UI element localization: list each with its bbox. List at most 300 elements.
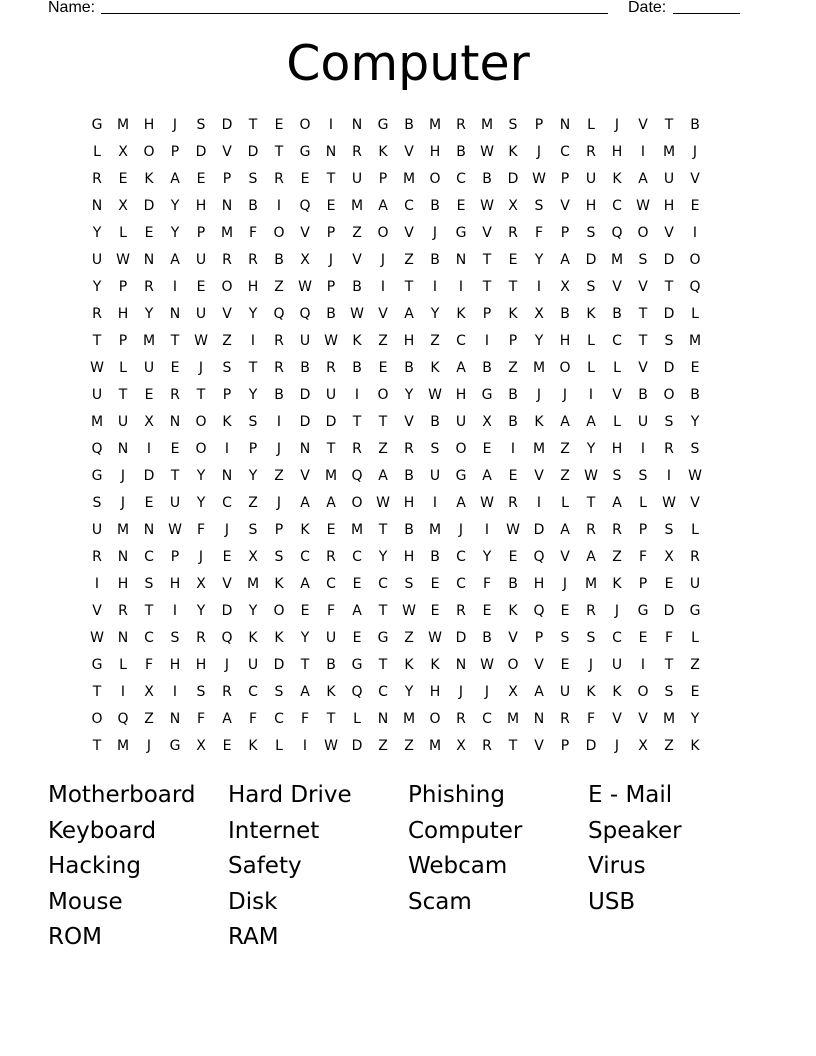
grid-letter[interactable]: H: [169, 656, 181, 673]
grid-letter[interactable]: R: [586, 602, 596, 619]
grid-letter[interactable]: L: [275, 737, 283, 754]
grid-letter[interactable]: I: [250, 332, 256, 349]
grid-letter[interactable]: O: [377, 224, 389, 241]
grid-letter[interactable]: Z: [664, 737, 674, 754]
grid-letter[interactable]: O: [273, 602, 285, 619]
grid-letter[interactable]: H: [247, 278, 259, 295]
grid-letter[interactable]: D: [221, 116, 233, 133]
grid-letter[interactable]: B: [404, 359, 414, 376]
grid-letter[interactable]: M: [324, 467, 338, 484]
grid-letter[interactable]: X: [508, 197, 518, 214]
grid-letter[interactable]: N: [143, 521, 155, 538]
grid-letter[interactable]: X: [196, 737, 206, 754]
grid-letter[interactable]: A: [456, 359, 466, 376]
grid-letter[interactable]: N: [221, 197, 233, 214]
grid-letter[interactable]: E: [222, 737, 232, 754]
grid-letter[interactable]: P: [534, 116, 544, 133]
grid-letter[interactable]: Z: [248, 494, 258, 511]
grid-letter[interactable]: M: [480, 116, 494, 133]
grid-letter[interactable]: T: [586, 494, 596, 511]
grid-letter[interactable]: J: [458, 521, 464, 538]
grid-letter[interactable]: X: [534, 305, 544, 322]
grid-letter[interactable]: E: [326, 197, 336, 214]
grid-letter[interactable]: S: [92, 494, 102, 511]
grid-letter[interactable]: E: [300, 602, 310, 619]
grid-letter[interactable]: N: [351, 116, 363, 133]
grid-letter[interactable]: A: [300, 494, 310, 511]
grid-letter[interactable]: R: [404, 440, 414, 457]
grid-letter[interactable]: J: [614, 602, 620, 619]
grid-letter[interactable]: U: [325, 629, 337, 646]
grid-letter[interactable]: R: [92, 170, 102, 187]
grid-letter[interactable]: O: [351, 494, 363, 511]
grid-letter[interactable]: Q: [533, 548, 545, 565]
grid-letter[interactable]: Q: [221, 629, 233, 646]
grid-letter[interactable]: L: [613, 359, 621, 376]
grid-letter[interactable]: Y: [170, 197, 180, 214]
grid-letter[interactable]: A: [170, 170, 180, 187]
grid-letter[interactable]: B: [638, 386, 648, 403]
grid-letter[interactable]: E: [638, 629, 648, 646]
grid-letter[interactable]: L: [691, 629, 699, 646]
grid-letter[interactable]: T: [300, 656, 310, 673]
grid-letter[interactable]: S: [248, 170, 258, 187]
grid-letter[interactable]: Q: [91, 440, 103, 457]
grid-letter[interactable]: H: [117, 575, 129, 592]
grid-letter[interactable]: J: [432, 224, 438, 241]
grid-letter[interactable]: H: [117, 305, 129, 322]
grid-letter[interactable]: L: [119, 656, 127, 673]
grid-letter[interactable]: K: [430, 656, 440, 673]
grid-letter[interactable]: S: [508, 116, 518, 133]
grid-letter[interactable]: I: [458, 278, 464, 295]
grid-letter[interactable]: X: [144, 413, 154, 430]
grid-letter[interactable]: N: [169, 710, 181, 727]
grid-letter[interactable]: Y: [690, 413, 700, 430]
grid-letter[interactable]: I: [172, 278, 178, 295]
grid-letter[interactable]: K: [274, 575, 284, 592]
grid-letter[interactable]: S: [664, 683, 674, 700]
grid-letter[interactable]: V: [508, 629, 518, 646]
grid-letter[interactable]: U: [559, 683, 571, 700]
grid-letter[interactable]: B: [430, 548, 440, 565]
grid-letter[interactable]: J: [146, 737, 152, 754]
grid-letter[interactable]: J: [120, 467, 126, 484]
grid-letter[interactable]: T: [92, 683, 102, 700]
grid-letter[interactable]: C: [378, 575, 388, 592]
grid-letter[interactable]: E: [690, 359, 700, 376]
grid-letter[interactable]: B: [274, 251, 284, 268]
grid-letter[interactable]: D: [221, 602, 233, 619]
grid-letter[interactable]: C: [352, 548, 362, 565]
grid-letter[interactable]: M: [428, 521, 442, 538]
grid-letter[interactable]: S: [222, 359, 232, 376]
grid-letter[interactable]: S: [586, 224, 596, 241]
grid-letter[interactable]: Y: [196, 602, 206, 619]
grid-letter[interactable]: A: [560, 521, 570, 538]
grid-letter[interactable]: J: [120, 494, 126, 511]
grid-letter[interactable]: I: [510, 440, 516, 457]
grid-letter[interactable]: W: [688, 467, 702, 484]
grid-letter[interactable]: F: [664, 629, 674, 646]
grid-letter[interactable]: R: [92, 548, 102, 565]
grid-letter[interactable]: L: [587, 332, 595, 349]
grid-letter[interactable]: C: [560, 143, 570, 160]
grid-letter[interactable]: O: [507, 656, 519, 673]
grid-letter[interactable]: X: [638, 737, 648, 754]
grid-letter[interactable]: K: [612, 683, 622, 700]
grid-letter[interactable]: X: [456, 737, 466, 754]
grid-letter[interactable]: E: [456, 197, 466, 214]
grid-letter[interactable]: S: [196, 683, 206, 700]
grid-letter[interactable]: T: [170, 467, 180, 484]
grid-letter[interactable]: F: [482, 575, 492, 592]
grid-letter[interactable]: Z: [144, 710, 154, 727]
grid-letter[interactable]: X: [144, 683, 154, 700]
grid-letter[interactable]: C: [144, 548, 154, 565]
grid-letter[interactable]: J: [588, 656, 594, 673]
grid-letter[interactable]: Y: [534, 332, 544, 349]
grid-letter[interactable]: A: [586, 548, 596, 565]
grid-letter[interactable]: B: [482, 170, 492, 187]
grid-letter[interactable]: R: [248, 251, 258, 268]
grid-letter[interactable]: K: [144, 170, 154, 187]
grid-letter[interactable]: Y: [300, 629, 310, 646]
grid-letter[interactable]: D: [663, 251, 675, 268]
grid-letter[interactable]: P: [170, 548, 180, 565]
grid-letter[interactable]: J: [224, 521, 230, 538]
grid-letter[interactable]: G: [299, 143, 311, 160]
grid-letter[interactable]: G: [91, 656, 103, 673]
grid-letter[interactable]: U: [611, 656, 623, 673]
grid-letter[interactable]: B: [248, 197, 258, 214]
grid-letter[interactable]: O: [377, 386, 389, 403]
grid-letter[interactable]: D: [533, 521, 545, 538]
grid-letter[interactable]: S: [248, 413, 258, 430]
grid-letter[interactable]: O: [221, 278, 233, 295]
grid-letter[interactable]: D: [325, 413, 337, 430]
grid-letter[interactable]: V: [638, 359, 648, 376]
grid-letter[interactable]: J: [484, 683, 490, 700]
grid-letter[interactable]: E: [430, 602, 440, 619]
grid-letter[interactable]: C: [456, 170, 466, 187]
grid-letter[interactable]: N: [169, 305, 181, 322]
grid-letter[interactable]: B: [404, 467, 414, 484]
grid-letter[interactable]: V: [534, 656, 544, 673]
grid-letter[interactable]: J: [536, 386, 542, 403]
grid-letter[interactable]: I: [94, 575, 100, 592]
grid-letter[interactable]: R: [456, 602, 466, 619]
grid-letter[interactable]: Q: [299, 197, 311, 214]
grid-letter[interactable]: L: [691, 521, 699, 538]
grid-letter[interactable]: O: [195, 413, 207, 430]
grid-letter[interactable]: G: [91, 467, 103, 484]
grid-letter[interactable]: R: [586, 143, 596, 160]
grid-letter[interactable]: V: [222, 305, 232, 322]
grid-letter[interactable]: G: [169, 737, 181, 754]
grid-letter[interactable]: G: [481, 386, 493, 403]
grid-letter[interactable]: H: [533, 575, 545, 592]
grid-letter[interactable]: W: [90, 629, 104, 646]
grid-letter[interactable]: W: [298, 278, 312, 295]
grid-letter[interactable]: E: [508, 548, 518, 565]
grid-letter[interactable]: B: [326, 305, 336, 322]
grid-letter[interactable]: O: [559, 359, 571, 376]
grid-letter[interactable]: P: [638, 521, 648, 538]
grid-letter[interactable]: K: [248, 629, 258, 646]
grid-letter[interactable]: K: [430, 359, 440, 376]
grid-letter[interactable]: O: [689, 251, 701, 268]
grid-letter[interactable]: H: [403, 332, 415, 349]
grid-letter[interactable]: T: [196, 386, 206, 403]
grid-letter[interactable]: G: [455, 224, 467, 241]
grid-letter[interactable]: Q: [299, 305, 311, 322]
grid-letter[interactable]: H: [169, 575, 181, 592]
grid-letter[interactable]: Z: [378, 332, 388, 349]
grid-letter[interactable]: N: [455, 251, 467, 268]
grid-letter[interactable]: O: [663, 386, 675, 403]
grid-letter[interactable]: N: [533, 710, 545, 727]
grid-letter[interactable]: I: [380, 278, 386, 295]
grid-letter[interactable]: R: [352, 440, 362, 457]
grid-letter[interactable]: A: [560, 251, 570, 268]
grid-letter[interactable]: C: [482, 710, 492, 727]
grid-letter[interactable]: I: [328, 116, 334, 133]
grid-letter[interactable]: U: [299, 332, 311, 349]
grid-letter[interactable]: Y: [534, 251, 544, 268]
grid-letter[interactable]: S: [274, 548, 284, 565]
grid-letter[interactable]: K: [508, 143, 518, 160]
grid-letter[interactable]: B: [430, 413, 440, 430]
grid-letter[interactable]: C: [222, 494, 232, 511]
grid-letter[interactable]: P: [222, 386, 232, 403]
grid-letter[interactable]: B: [612, 305, 622, 322]
grid-letter[interactable]: V: [638, 278, 648, 295]
grid-letter[interactable]: I: [640, 656, 646, 673]
grid-letter[interactable]: E: [196, 170, 206, 187]
grid-letter[interactable]: A: [170, 251, 180, 268]
grid-letter[interactable]: G: [91, 116, 103, 133]
grid-letter[interactable]: D: [143, 467, 155, 484]
grid-letter[interactable]: V: [378, 305, 388, 322]
grid-letter[interactable]: M: [532, 359, 546, 376]
grid-letter[interactable]: K: [456, 305, 466, 322]
grid-letter[interactable]: D: [455, 629, 467, 646]
grid-letter[interactable]: N: [117, 629, 129, 646]
grid-letter[interactable]: T: [274, 143, 284, 160]
grid-letter[interactable]: P: [326, 278, 336, 295]
grid-letter[interactable]: Y: [248, 602, 258, 619]
grid-letter[interactable]: P: [482, 305, 492, 322]
grid-letter[interactable]: Q: [533, 602, 545, 619]
grid-letter[interactable]: M: [116, 521, 130, 538]
grid-letter[interactable]: E: [352, 575, 362, 592]
grid-letter[interactable]: G: [377, 629, 389, 646]
grid-letter[interactable]: M: [246, 575, 260, 592]
grid-letter[interactable]: L: [587, 116, 595, 133]
grid-letter[interactable]: P: [196, 224, 206, 241]
grid-letter[interactable]: Q: [689, 278, 701, 295]
grid-letter[interactable]: T: [664, 656, 674, 673]
grid-letter[interactable]: X: [196, 575, 206, 592]
grid-letter[interactable]: P: [560, 224, 570, 241]
grid-letter[interactable]: V: [638, 710, 648, 727]
grid-letter[interactable]: E: [664, 575, 674, 592]
grid-letter[interactable]: E: [170, 359, 180, 376]
grid-letter[interactable]: T: [508, 737, 518, 754]
grid-letter[interactable]: V: [690, 170, 700, 187]
grid-letter[interactable]: H: [585, 197, 597, 214]
grid-letter[interactable]: R: [144, 278, 154, 295]
grid-letter[interactable]: C: [612, 332, 622, 349]
grid-letter[interactable]: E: [144, 494, 154, 511]
grid-letter[interactable]: C: [456, 575, 466, 592]
grid-letter[interactable]: D: [663, 602, 675, 619]
grid-letter[interactable]: U: [663, 170, 675, 187]
grid-letter[interactable]: V: [222, 143, 232, 160]
grid-letter[interactable]: H: [611, 143, 623, 160]
grid-letter[interactable]: B: [690, 386, 700, 403]
grid-letter[interactable]: M: [662, 143, 676, 160]
grid-letter[interactable]: G: [637, 602, 649, 619]
grid-letter[interactable]: T: [92, 332, 102, 349]
grid-letter[interactable]: S: [638, 467, 648, 484]
grid-letter[interactable]: A: [638, 170, 648, 187]
grid-letter[interactable]: K: [248, 737, 258, 754]
grid-letter[interactable]: A: [352, 602, 362, 619]
grid-letter[interactable]: E: [690, 683, 700, 700]
grid-letter[interactable]: H: [429, 683, 441, 700]
grid-letter[interactable]: B: [430, 197, 440, 214]
grid-letter[interactable]: E: [378, 359, 388, 376]
grid-letter[interactable]: X: [482, 413, 492, 430]
grid-letter[interactable]: V: [534, 737, 544, 754]
grid-letter[interactable]: A: [300, 575, 310, 592]
grid-letter[interactable]: W: [480, 494, 494, 511]
grid-letter[interactable]: X: [248, 548, 258, 565]
grid-letter[interactable]: W: [194, 332, 208, 349]
grid-letter[interactable]: L: [561, 494, 569, 511]
grid-letter[interactable]: Z: [274, 467, 284, 484]
grid-letter[interactable]: E: [508, 467, 518, 484]
grid-letter[interactable]: F: [534, 224, 544, 241]
grid-letter[interactable]: O: [143, 143, 155, 160]
grid-letter[interactable]: M: [350, 197, 364, 214]
grid-letter[interactable]: G: [455, 467, 467, 484]
grid-letter[interactable]: T: [664, 116, 674, 133]
grid-letter[interactable]: Y: [248, 386, 258, 403]
grid-letter[interactable]: V: [612, 710, 622, 727]
grid-letter[interactable]: B: [352, 278, 362, 295]
grid-letter[interactable]: I: [536, 278, 542, 295]
grid-letter[interactable]: P: [326, 224, 336, 241]
grid-letter[interactable]: V: [482, 224, 492, 241]
grid-letter[interactable]: I: [224, 440, 230, 457]
grid-letter[interactable]: F: [248, 224, 258, 241]
grid-letter[interactable]: E: [222, 548, 232, 565]
grid-letter[interactable]: D: [663, 359, 675, 376]
grid-letter[interactable]: J: [380, 251, 386, 268]
grid-letter[interactable]: B: [508, 575, 518, 592]
grid-letter[interactable]: V: [638, 116, 648, 133]
grid-letter[interactable]: W: [506, 521, 520, 538]
grid-letter[interactable]: L: [353, 710, 361, 727]
grid-letter[interactable]: K: [508, 305, 518, 322]
grid-letter[interactable]: V: [534, 467, 544, 484]
grid-letter[interactable]: A: [586, 413, 596, 430]
grid-letter[interactable]: T: [144, 602, 154, 619]
grid-letter[interactable]: V: [404, 413, 414, 430]
grid-letter[interactable]: E: [170, 440, 180, 457]
grid-letter[interactable]: K: [612, 170, 622, 187]
grid-letter[interactable]: R: [690, 548, 700, 565]
grid-letter[interactable]: A: [456, 494, 466, 511]
grid-letter[interactable]: W: [532, 170, 546, 187]
grid-letter[interactable]: N: [117, 440, 129, 457]
grid-letter[interactable]: S: [560, 629, 570, 646]
grid-letter[interactable]: O: [637, 224, 649, 241]
grid-letter[interactable]: T: [326, 170, 336, 187]
grid-letter[interactable]: E: [144, 386, 154, 403]
grid-letter[interactable]: M: [532, 440, 546, 457]
grid-letter[interactable]: R: [222, 251, 232, 268]
grid-letter[interactable]: W: [584, 467, 598, 484]
grid-letter[interactable]: H: [559, 332, 571, 349]
grid-letter[interactable]: W: [480, 143, 494, 160]
grid-letter[interactable]: F: [196, 521, 206, 538]
grid-letter[interactable]: N: [143, 251, 155, 268]
grid-letter[interactable]: B: [430, 251, 440, 268]
grid-letter[interactable]: E: [560, 656, 570, 673]
grid-letter[interactable]: I: [432, 278, 438, 295]
grid-letter[interactable]: L: [613, 413, 621, 430]
grid-letter[interactable]: V: [664, 224, 674, 241]
grid-letter[interactable]: N: [169, 413, 181, 430]
grid-letter[interactable]: H: [403, 494, 415, 511]
grid-letter[interactable]: R: [196, 629, 206, 646]
grid-letter[interactable]: P: [638, 575, 648, 592]
grid-letter[interactable]: N: [299, 440, 311, 457]
grid-letter[interactable]: Y: [248, 467, 258, 484]
grid-letter[interactable]: I: [588, 386, 594, 403]
grid-letter[interactable]: S: [144, 575, 154, 592]
grid-letter[interactable]: S: [586, 629, 596, 646]
grid-letter[interactable]: T: [248, 359, 258, 376]
grid-letter[interactable]: T: [248, 116, 258, 133]
grid-letter[interactable]: Y: [404, 386, 414, 403]
grid-letter[interactable]: M: [662, 710, 676, 727]
grid-letter[interactable]: C: [326, 575, 336, 592]
grid-letter[interactable]: F: [326, 602, 336, 619]
grid-letter[interactable]: E: [560, 602, 570, 619]
grid-letter[interactable]: A: [300, 683, 310, 700]
grid-letter[interactable]: C: [144, 629, 154, 646]
grid-letter[interactable]: J: [536, 143, 542, 160]
grid-letter[interactable]: F: [248, 710, 258, 727]
grid-letter[interactable]: I: [484, 332, 490, 349]
grid-letter[interactable]: T: [482, 278, 492, 295]
grid-letter[interactable]: E: [300, 170, 310, 187]
grid-letter[interactable]: B: [508, 386, 518, 403]
grid-letter[interactable]: N: [325, 143, 337, 160]
grid-letter[interactable]: E: [196, 278, 206, 295]
grid-letter[interactable]: H: [429, 143, 441, 160]
grid-letter[interactable]: M: [116, 116, 130, 133]
grid-letter[interactable]: R: [508, 224, 518, 241]
grid-letter[interactable]: T: [326, 710, 336, 727]
grid-letter[interactable]: Z: [378, 737, 388, 754]
grid-letter[interactable]: H: [455, 386, 467, 403]
